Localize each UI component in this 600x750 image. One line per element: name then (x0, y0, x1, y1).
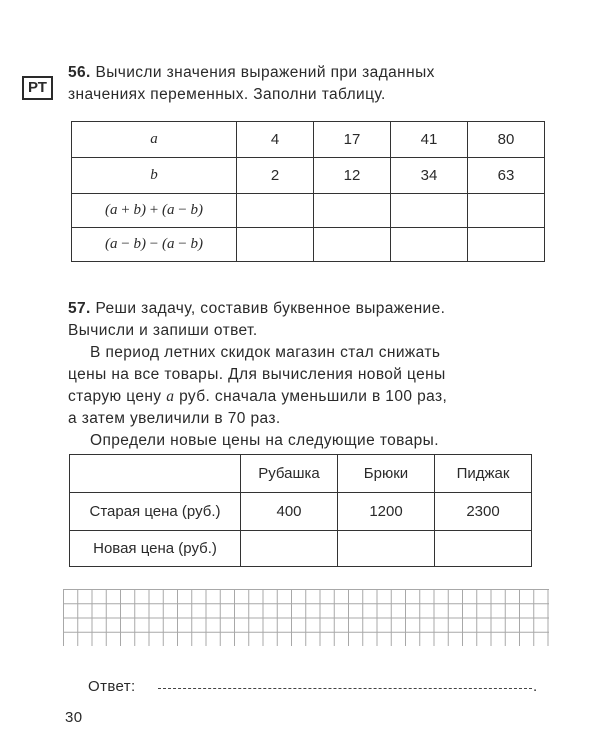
old-price-jacket: 2300 (435, 493, 532, 531)
new-price-jacket-cell[interactable] (435, 531, 532, 567)
answer-label: Ответ: (88, 678, 136, 695)
table-row-expr1 (72, 194, 545, 228)
task-57-line5-pre: старую цену (68, 388, 162, 405)
task-57-number: 57. (68, 300, 91, 317)
cell-b-1: 2 (237, 158, 314, 194)
task-57-line5-var: a (166, 388, 175, 405)
expression-1 (72, 194, 237, 228)
new-price-shirt-cell[interactable] (241, 531, 338, 567)
task-57-line2: Вычисли и запиши ответ. (68, 322, 258, 339)
task-57-text (68, 298, 447, 452)
task-57-table (69, 454, 532, 567)
task-56-table (71, 121, 545, 262)
header-trousers: Брюки (338, 455, 435, 493)
writing-grid[interactable] (63, 589, 549, 646)
expr2-op2: − (146, 236, 162, 252)
cell-a-1: 4 (237, 122, 314, 158)
corner-cell (70, 455, 241, 493)
expr1-part2: b) (133, 202, 147, 218)
answer-cell[interactable] (468, 194, 545, 228)
task-56-number: 56. (68, 64, 91, 81)
table-row-a (72, 122, 545, 158)
task-57-line1: Реши задачу, составив буквенное выражение. (95, 300, 446, 317)
task-57-line6: а затем увеличили в 70 раз. (68, 410, 281, 427)
header-shirt: Рубашка (241, 455, 338, 493)
task-57-line5-post: руб. сначала уменьшили в 100 раз, (179, 388, 448, 405)
old-price-shirt: 400 (241, 493, 338, 531)
expr1-part3: (a (161, 202, 175, 218)
answer-cell[interactable] (314, 228, 391, 262)
expr1-part1: (a (105, 202, 118, 218)
answer-cell[interactable] (468, 228, 545, 262)
expr2-part4: b) (190, 236, 203, 252)
new-price-trousers-cell[interactable] (338, 531, 435, 567)
header-jacket: Пиджак (435, 455, 532, 493)
old-price-trousers: 1200 (338, 493, 435, 531)
expr2-op3: − (174, 236, 191, 252)
expr2-op1: − (117, 236, 134, 252)
expr2-part1: (a (105, 236, 118, 252)
page-number: 30 (65, 709, 83, 726)
answer-cell[interactable] (314, 194, 391, 228)
table-header-row (70, 455, 532, 493)
task-57-line7: Определи новые цены на следующие товары. (90, 432, 439, 449)
task-56-line1: Вычисли значения выражений при заданных (95, 64, 435, 81)
expr1-op2: + (146, 202, 162, 218)
row-label-b: b (72, 158, 237, 194)
expr1-part4: b) (190, 202, 203, 218)
cell-a-2: 17 (314, 122, 391, 158)
expr1-op1: + (117, 202, 134, 218)
expr2-part2: b) (133, 236, 147, 252)
answer-cell[interactable] (391, 194, 468, 228)
expression-2 (72, 228, 237, 262)
cell-a-3: 41 (391, 122, 468, 158)
task-57-line4: цены на все товары. Для вычисления новой цены (68, 366, 446, 383)
new-price-label: Новая цена (руб.) (70, 531, 241, 567)
expr2-part3: (a (161, 236, 175, 252)
new-price-row (70, 531, 532, 567)
task-56-text (68, 62, 435, 106)
task-57-line3: В период летних скидок магазин стал снижать (90, 344, 441, 361)
answer-cell[interactable] (391, 228, 468, 262)
cell-b-2: 12 (314, 158, 391, 194)
expr1-op3: − (174, 202, 191, 218)
rt-badge: РТ (22, 76, 53, 100)
old-price-label: Старая цена (руб.) (70, 493, 241, 531)
row-label-a: a (72, 122, 237, 158)
answer-cell[interactable] (237, 228, 314, 262)
cell-b-3: 34 (391, 158, 468, 194)
answer-cell[interactable] (237, 194, 314, 228)
answer-line[interactable] (158, 688, 532, 689)
table-row-b (72, 158, 545, 194)
task-56-line2: значениях переменных. Заполни таблицу. (68, 86, 386, 103)
cell-b-4: 63 (468, 158, 545, 194)
answer-end: . (533, 678, 538, 695)
old-price-row (70, 493, 532, 531)
table-row-expr2 (72, 228, 545, 262)
cell-a-4: 80 (468, 122, 545, 158)
